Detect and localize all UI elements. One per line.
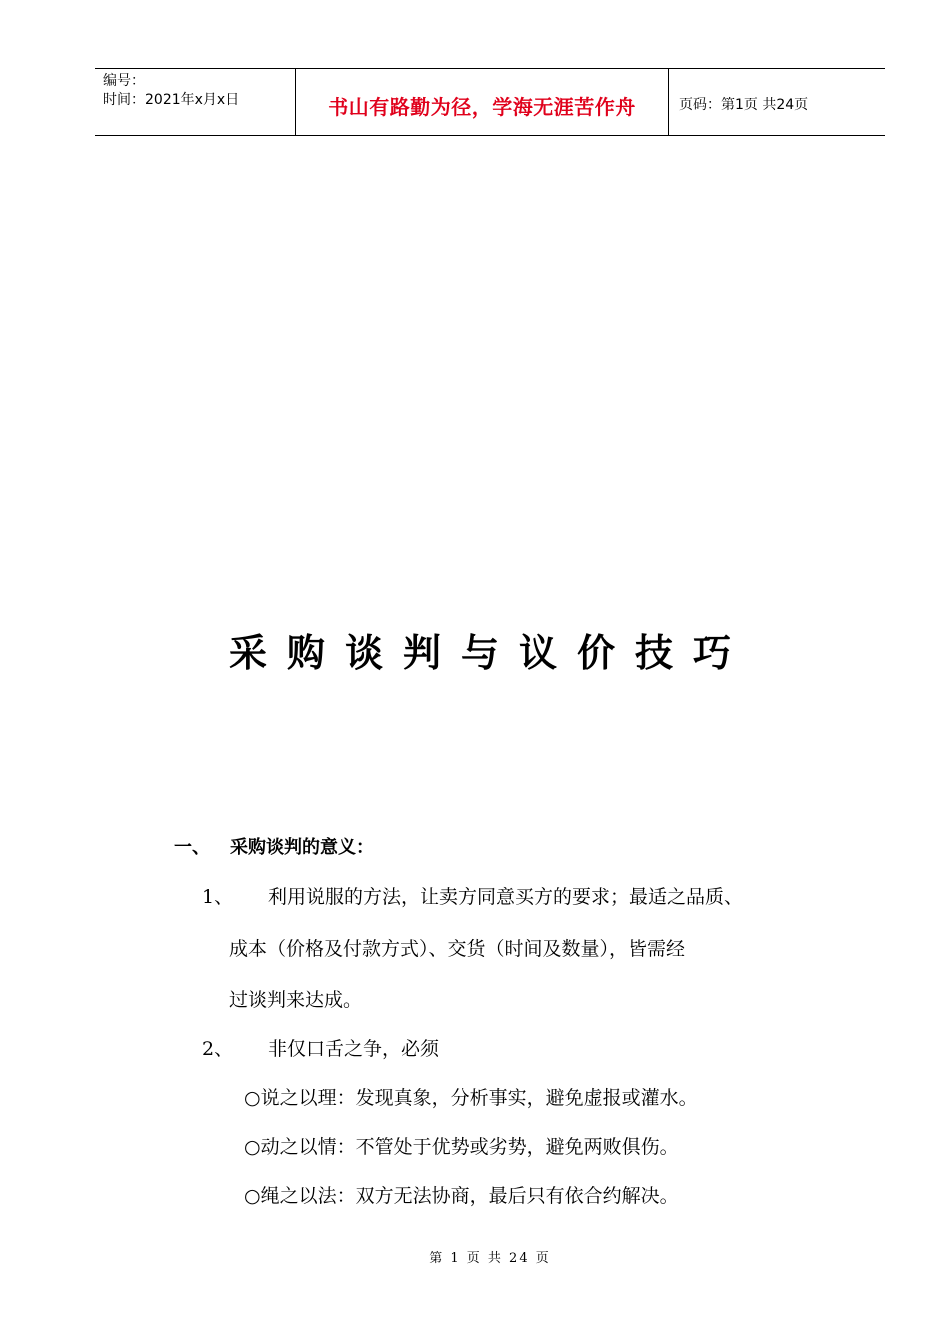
item-2-bullet-1: ○说之以理：发现真象，分析事实，避免虚报或灌水。 (244, 1087, 698, 1109)
section-number: 一、 (174, 837, 210, 858)
document-title: 采购谈判与议价技巧 (228, 630, 751, 675)
time-label: 时间：2021年x月x日 (103, 92, 240, 108)
item-2-bullet-2: ○动之以情：不管处于优势或劣势，避免两败俱伤。 (244, 1136, 679, 1158)
item-1-line-2: 成本（价格及付款方式）、交货（时间及数量），皆需经 (229, 938, 686, 960)
header-motto: 书山有路勤为径，学海无涯苦作舟 (328, 94, 636, 119)
page-footer: 第 1 页 共 24 页 (429, 1251, 551, 1266)
header-motto-cell (296, 69, 669, 135)
item-2-line-1: 非仅口舌之争，必须 (268, 1038, 440, 1060)
section-heading (174, 833, 374, 859)
header-meta-cell (95, 69, 296, 135)
section-title: 采购谈判的意义： (230, 837, 374, 858)
item-1-line-1: 利用说服的方法，让卖方同意买方的要求；最适之品质、 (268, 886, 744, 908)
header-page-cell (669, 69, 885, 135)
header-page-info: 页码：第1页 共24页 (679, 97, 809, 113)
serial-label: 编号： (103, 73, 145, 89)
item-2-number: 2、 (202, 1038, 234, 1060)
item-2-bullet-3: ○绳之以法：双方无法协商，最后只有依合约解决。 (244, 1185, 679, 1207)
page-header (95, 68, 885, 136)
item-1-number: 1、 (202, 886, 234, 908)
item-1-line-3: 过谈判来达成。 (229, 989, 363, 1011)
